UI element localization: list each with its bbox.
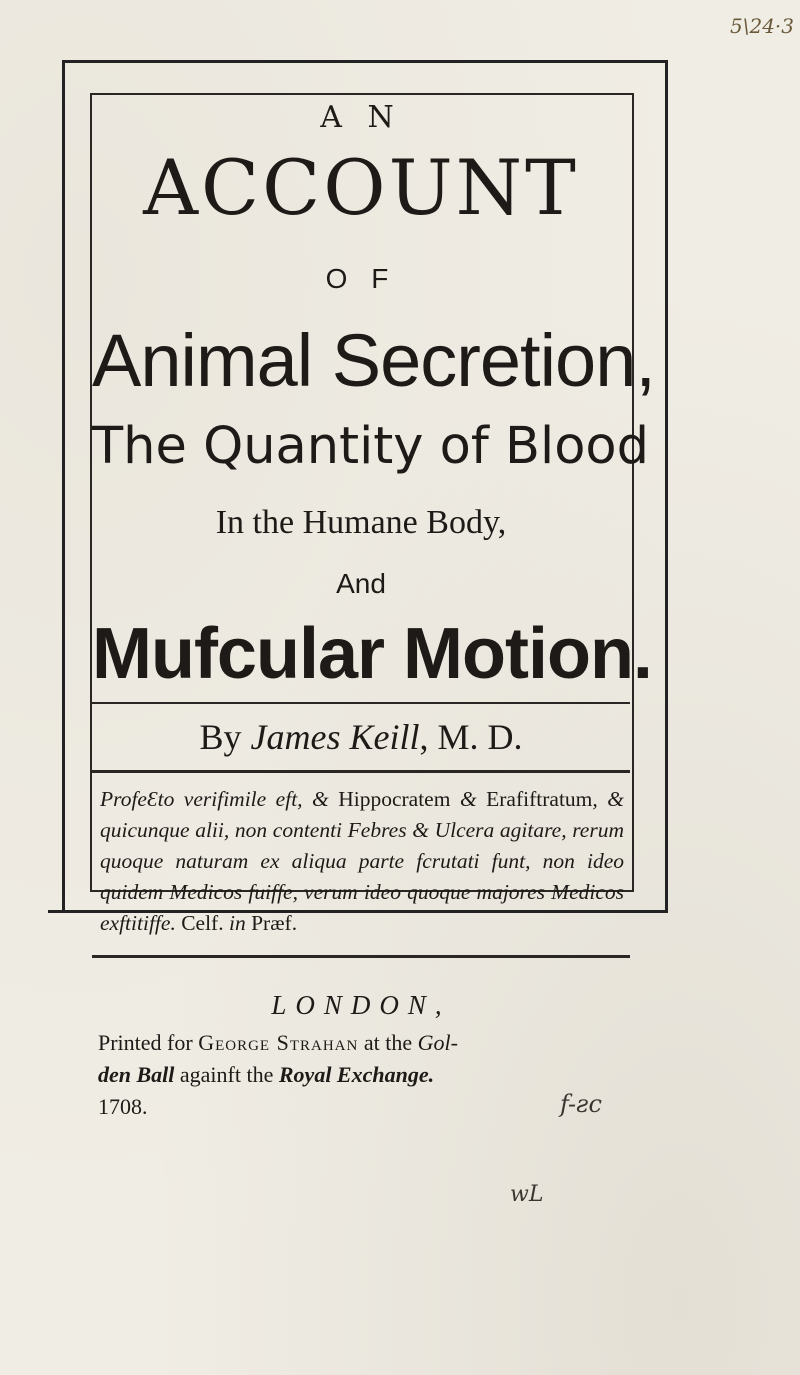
handwritten-annotation: f-ƨc — [560, 1090, 602, 1118]
epigraph-part: ProfeƐto verifimile eft, & — [100, 787, 339, 811]
imprint-line-1 — [98, 1030, 628, 1056]
epigraph-erasistratum: Erafiftratum — [486, 787, 593, 811]
epigraph-part: , & quicunque alii, non contenti Febres & Ulcera agitare, rerum quoque naturam ex aliqua parte fcrutati funt, non ideo quidem Medicos fuiffe, verum ideo quoque majores Medicos exftitiffe. — [100, 787, 624, 935]
epigraph-hippocratem: Hippocratem — [338, 787, 451, 811]
handwritten-mark-corner: 5\24·3 — [730, 14, 794, 38]
title-and: And — [336, 568, 386, 599]
author-suffix: , M. D. — [419, 717, 523, 757]
title-account: ACCOUNT — [143, 143, 579, 232]
imprint-city: LONDON, — [271, 990, 451, 1020]
imprint-year: 1708. — [98, 1094, 148, 1119]
outer-rule-right — [665, 60, 668, 912]
rule-below-author — [92, 770, 630, 773]
author-prefix: By — [199, 717, 242, 757]
rule-above-imprint — [92, 955, 630, 958]
imprint-publisher: George Strahan — [198, 1030, 359, 1055]
imprint-text: at the — [358, 1030, 418, 1055]
title-humane-body: In the Humane Body, — [215, 504, 507, 541]
imprint-text: Printed for — [98, 1030, 199, 1055]
author-line — [92, 716, 630, 758]
title-muscular-motion: Mufcular Motion. — [92, 614, 652, 694]
handwritten-mark-bottom: wL — [510, 1182, 544, 1207]
title-of: O F — [325, 263, 397, 294]
latin-epigraph — [100, 784, 624, 939]
epigraph-citation-celsus: Celf. — [181, 911, 224, 935]
author-name: James Keill — [250, 717, 420, 757]
title-an: A N — [320, 100, 402, 135]
imprint-text: againft the — [174, 1062, 279, 1087]
title-quantity-of-blood: The Quantity of Blood — [92, 417, 649, 476]
epigraph-part: & — [450, 787, 487, 811]
rule-above-author — [92, 702, 630, 704]
outer-rule-top — [62, 60, 668, 63]
imprint-line-2 — [98, 1062, 628, 1088]
title-animal-secretion: Animal Secretion, — [92, 319, 655, 402]
imprint-royal-exchange: Royal Exchange. — [278, 1062, 435, 1087]
epigraph-part: in — [223, 911, 252, 935]
epigraph-citation-praef: Præf. — [251, 911, 298, 935]
imprint-text: Gol- — [417, 1030, 458, 1055]
imprint-sign-golden-ball: den Ball — [98, 1062, 175, 1087]
outer-rule-left — [62, 60, 65, 912]
